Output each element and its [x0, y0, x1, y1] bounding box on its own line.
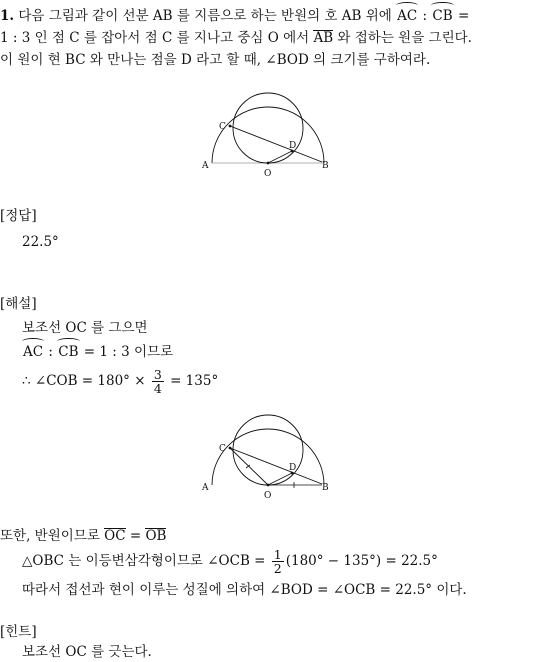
fraction-half: [272, 548, 284, 575]
problem-line-3: [0, 50, 529, 70]
step5-pre: △OBC 는 이등변삼각형이므로 ∠OCB =: [22, 553, 266, 569]
solution-ratio-tail: = 1 : 3 이므로: [83, 344, 174, 360]
fraction-three-quarters: [152, 368, 164, 395]
step4-eq: =: [129, 528, 142, 544]
label-o: O: [264, 169, 272, 179]
tangent-circle-2: [233, 415, 303, 485]
solution-colon: :: [48, 344, 53, 360]
solution-step-3: [22, 366, 529, 396]
label-d-2: D: [289, 463, 297, 473]
point-o-2: [267, 484, 270, 487]
ratio-colon: :: [422, 8, 428, 24]
chord-bc-2: [230, 448, 322, 484]
solution-step-6: 따라서 접선과 현이 이루는 성질에 의하여 ∠BOD = ∠OCB = 22.5° 이다.: [22, 582, 467, 598]
label-c-2: C: [219, 444, 226, 454]
step5-post: (180° − 135°) = 22.5°: [285, 553, 438, 569]
problem-text-3: 이 원이 현 BC 와 만나는 점을 D 라고 할 때, ∠BOD 의 크기를 구하여라.: [0, 52, 431, 68]
label-o-2: O: [264, 491, 272, 501]
segment-ab: AB: [313, 30, 334, 46]
hint-text: 보조선 OC 를 긋는다.: [22, 644, 152, 660]
problem-text-2: 1 : 3 인 점 C 를 잡아서 점 C 를 지나고 중심 O 에서: [0, 30, 310, 46]
arc-ac: AC: [397, 8, 418, 24]
semicircle-ab-2: [212, 429, 324, 485]
segment-ob-text: OB: [145, 528, 167, 544]
answer-header: [정답]: [0, 208, 37, 224]
arc-cb: CB: [432, 8, 453, 24]
problem-text-1: 다음 그림과 같이 선분 AB 를 지름으로 하는 반원의 호 AB 위에: [18, 8, 392, 24]
step3-pre: ∴ ∠COB = 180° ×: [22, 373, 146, 389]
label-b-2: B: [322, 483, 329, 493]
tangent-circle: [233, 93, 303, 163]
half-denominator: 2: [273, 561, 282, 576]
solution-arc-ac: AC: [23, 344, 44, 360]
solution-step-1: 보조선 OC 를 그으면: [22, 320, 148, 336]
label-b: B: [322, 161, 329, 171]
chord-bc: [230, 126, 322, 162]
solution-step-4: [0, 526, 529, 546]
solution-step-2: [22, 342, 529, 362]
fraction-numerator: 3: [153, 367, 162, 382]
solution-step-5: [22, 546, 529, 576]
hint-header: [힌트]: [0, 624, 37, 640]
figure-solution: [200, 402, 340, 502]
problem-line-2: [0, 28, 529, 48]
point-o: [267, 162, 270, 165]
label-a-2: A: [202, 483, 209, 493]
problem-text-2b: 와 접하는 원을 그린다.: [337, 30, 472, 46]
point-c: [229, 125, 232, 128]
problem-line-1: [0, 6, 529, 26]
semicircle-ab: [212, 107, 324, 163]
half-numerator: 1: [273, 547, 282, 562]
answer-value: 22.5°: [22, 234, 59, 250]
equals-sign: =: [457, 8, 470, 24]
label-c: C: [219, 122, 226, 132]
solution-header: [해설]: [0, 296, 37, 312]
label-d: D: [289, 141, 297, 151]
problem-number: 1.: [0, 8, 15, 24]
figure-problem: [200, 80, 340, 180]
step4-pre: 또한, 반원이므로: [0, 528, 100, 544]
point-c-2: [229, 447, 232, 450]
label-a: A: [202, 161, 209, 171]
fraction-denominator: 4: [153, 381, 162, 396]
step3-post: = 135°: [170, 373, 219, 389]
segment-oc-text: OC: [104, 528, 126, 544]
solution-arc-cb: CB: [58, 344, 79, 360]
